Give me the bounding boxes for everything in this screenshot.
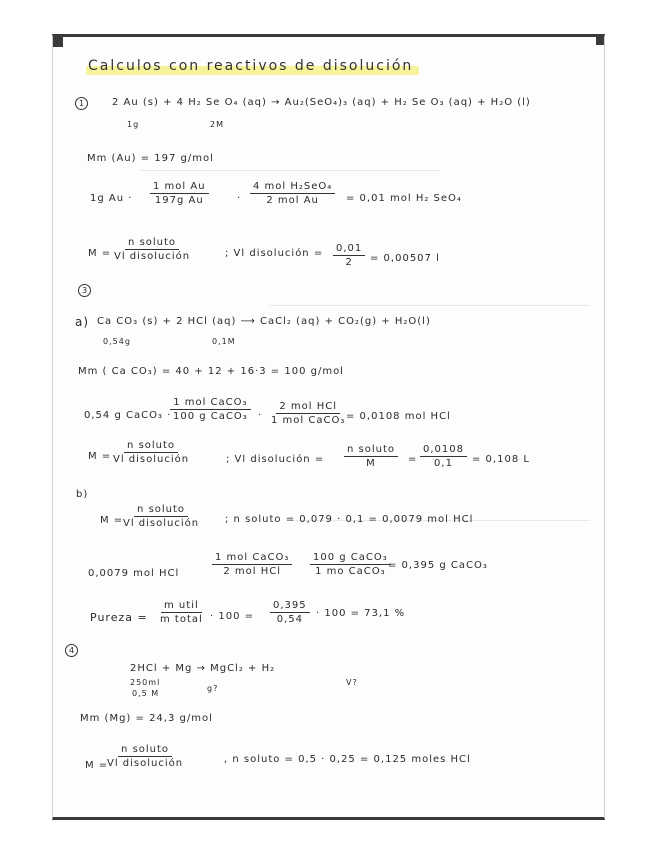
- part-b-label: b): [76, 489, 89, 500]
- molarity-label: M =: [85, 760, 109, 771]
- problem-1-equation: 2 Au (s) + 4 H₂ Se O₄ (aq) → Au₂(SeO₄)₃ (aq) + H₂ Se O₃ (aq) + H₂O (l): [112, 97, 531, 108]
- fraction-denominator: 100 g CaCO₃: [173, 411, 248, 422]
- problem-4-molar-mass: Mm (Mg) = 24,3 g/mol: [80, 713, 213, 724]
- problem-1-au-mass: 1g: [127, 120, 140, 129]
- problem-1-fraction-1: [150, 181, 209, 206]
- problem-3-hcl-molarity: 0,1M: [212, 337, 236, 346]
- problem-3-number: 3: [78, 284, 91, 297]
- problem-1-molar-mass: Mm (Au) = 197 g/mol: [87, 153, 214, 164]
- fraction-numerator: 1 mol CaCO₃: [212, 552, 292, 565]
- problem-1-fraction-2: [250, 181, 335, 206]
- problem-4-number: 4: [65, 644, 78, 657]
- fraction-numerator: n soluto: [118, 744, 172, 757]
- problem-3-fraction-1: [170, 397, 251, 422]
- fraction-denominator: 1 mo CaCO₃: [315, 566, 386, 577]
- fraction-numerator: 2 mol HCl: [276, 401, 340, 414]
- fraction-numerator: n soluto: [125, 237, 179, 250]
- purity-multiplier: · 100 =: [210, 611, 255, 622]
- fraction-denominator: 1 mol CaCO₃: [271, 415, 346, 426]
- purity-fraction-numeric: [270, 600, 310, 625]
- fraction-denominator: 0,54: [276, 614, 303, 625]
- fraction-denominator: 2 mol Au: [266, 195, 319, 206]
- fraction-denominator: 0,1: [434, 458, 453, 469]
- problem-1-number: 1: [75, 97, 88, 110]
- fraction-denominator: M: [366, 458, 376, 469]
- volume-fraction-numeric: [420, 444, 467, 469]
- molarity-label: M =: [88, 451, 112, 462]
- problem-3-volume-result: = 0,108 L: [472, 454, 530, 465]
- molarity-label: M =: [88, 248, 112, 259]
- fraction-denominator: Vl disolución: [123, 518, 200, 529]
- purity-label: Pureza =: [90, 611, 148, 624]
- fraction-denominator: 2 mol HCl: [223, 566, 281, 577]
- problem-3-fraction-2: [268, 401, 348, 426]
- bleed-through-line: [270, 305, 590, 306]
- problem-3-molar-mass: Mm ( Ca CO₃) = 40 + 12 + 16·3 = 100 g/mol: [78, 366, 344, 377]
- purity-fraction: [157, 600, 206, 625]
- problem-4-moles: , n soluto = 0,5 · 0,25 = 0,125 moles HCl: [224, 754, 471, 765]
- problem-1-start: 1g Au ·: [90, 193, 133, 204]
- bleed-through-line: [140, 170, 440, 171]
- problem-3-result: = 0,0108 mol HCl: [346, 411, 451, 422]
- fraction-numerator: 0,395: [270, 600, 310, 613]
- fraction-denominator: m total: [160, 614, 203, 625]
- equals-sign: =: [408, 454, 418, 465]
- part-b-fraction-2: [310, 552, 391, 577]
- problem-4-equation: 2HCl + Mg → MgCl₂ + H₂: [130, 663, 276, 674]
- multiply-dot: ·: [258, 410, 263, 421]
- problem-4-mg-unknown: g?: [207, 684, 219, 693]
- problem-4-h2-unknown: V?: [346, 678, 358, 687]
- fraction-denominator: Vl disolución: [114, 251, 191, 262]
- part-b-fraction-1: [212, 552, 292, 577]
- problem-1-acid-molarity: 2M: [210, 120, 224, 129]
- fraction-denominator: Vl disolución: [107, 758, 184, 769]
- fraction-numerator: 0,0108: [420, 444, 467, 457]
- volume-label: ; Vl disolución =: [225, 248, 324, 259]
- fraction-numerator: 1 mol Au: [150, 181, 209, 194]
- fraction-denominator: 197g Au: [154, 195, 204, 206]
- problem-1-volume-result: = 0,00507 l: [370, 253, 440, 264]
- part-b-result: = 0,395 g CaCO₃: [388, 560, 488, 571]
- fraction-numerator: 0,01: [333, 243, 365, 256]
- part-a-label: a): [75, 315, 90, 329]
- molarity-formula: [110, 440, 192, 465]
- volume-fraction-symbolic: [344, 444, 398, 469]
- fraction-numerator: n soluto: [134, 504, 188, 517]
- volume-label: ; Vl disolución =: [226, 454, 325, 465]
- notebook-page: [52, 34, 605, 820]
- volume-fraction: [333, 243, 365, 268]
- problem-4-hcl-volume: 250ml: [130, 678, 161, 687]
- part-b-moles: ; n soluto = 0,079 · 0,1 = 0,0079 mol HCl: [225, 514, 474, 525]
- fraction-numerator: m util: [161, 600, 202, 613]
- fraction-numerator: n soluto: [344, 444, 398, 457]
- problem-3-equation: Ca CO₃ (s) + 2 HCl (aq) ⟶ CaCl₂ (aq) + CO₂(g) + H₂O(l): [97, 316, 431, 327]
- problem-3-caco3-mass: 0,54g: [103, 337, 131, 346]
- fraction-numerator: 1 mol CaCO₃: [170, 397, 250, 410]
- problem-3-start: 0,54 g CaCO₃ ·: [84, 410, 172, 421]
- molarity-formula: [111, 237, 193, 262]
- fraction-denominator: Vl disolución: [113, 454, 190, 465]
- molarity-formula: [120, 504, 202, 529]
- fraction-denominator: 2: [345, 257, 353, 268]
- part-b-start: 0,0079 mol HCl: [88, 568, 180, 579]
- molarity-formula: [104, 744, 186, 769]
- fraction-numerator: n soluto: [124, 440, 178, 453]
- problem-1-result: = 0,01 mol H₂ SeO₄: [346, 193, 462, 204]
- fraction-numerator: 4 mol H₂SeO₄: [250, 181, 335, 194]
- page-title: Calculos con reactivos de disolución: [86, 58, 419, 76]
- molarity-label: M =: [100, 515, 124, 526]
- problem-4-hcl-molarity: 0,5 M: [132, 689, 160, 698]
- fraction-numerator: 100 g CaCO₃: [310, 552, 391, 565]
- multiply-dot: ·: [237, 193, 242, 204]
- purity-result: · 100 = 73,1 %: [316, 608, 406, 619]
